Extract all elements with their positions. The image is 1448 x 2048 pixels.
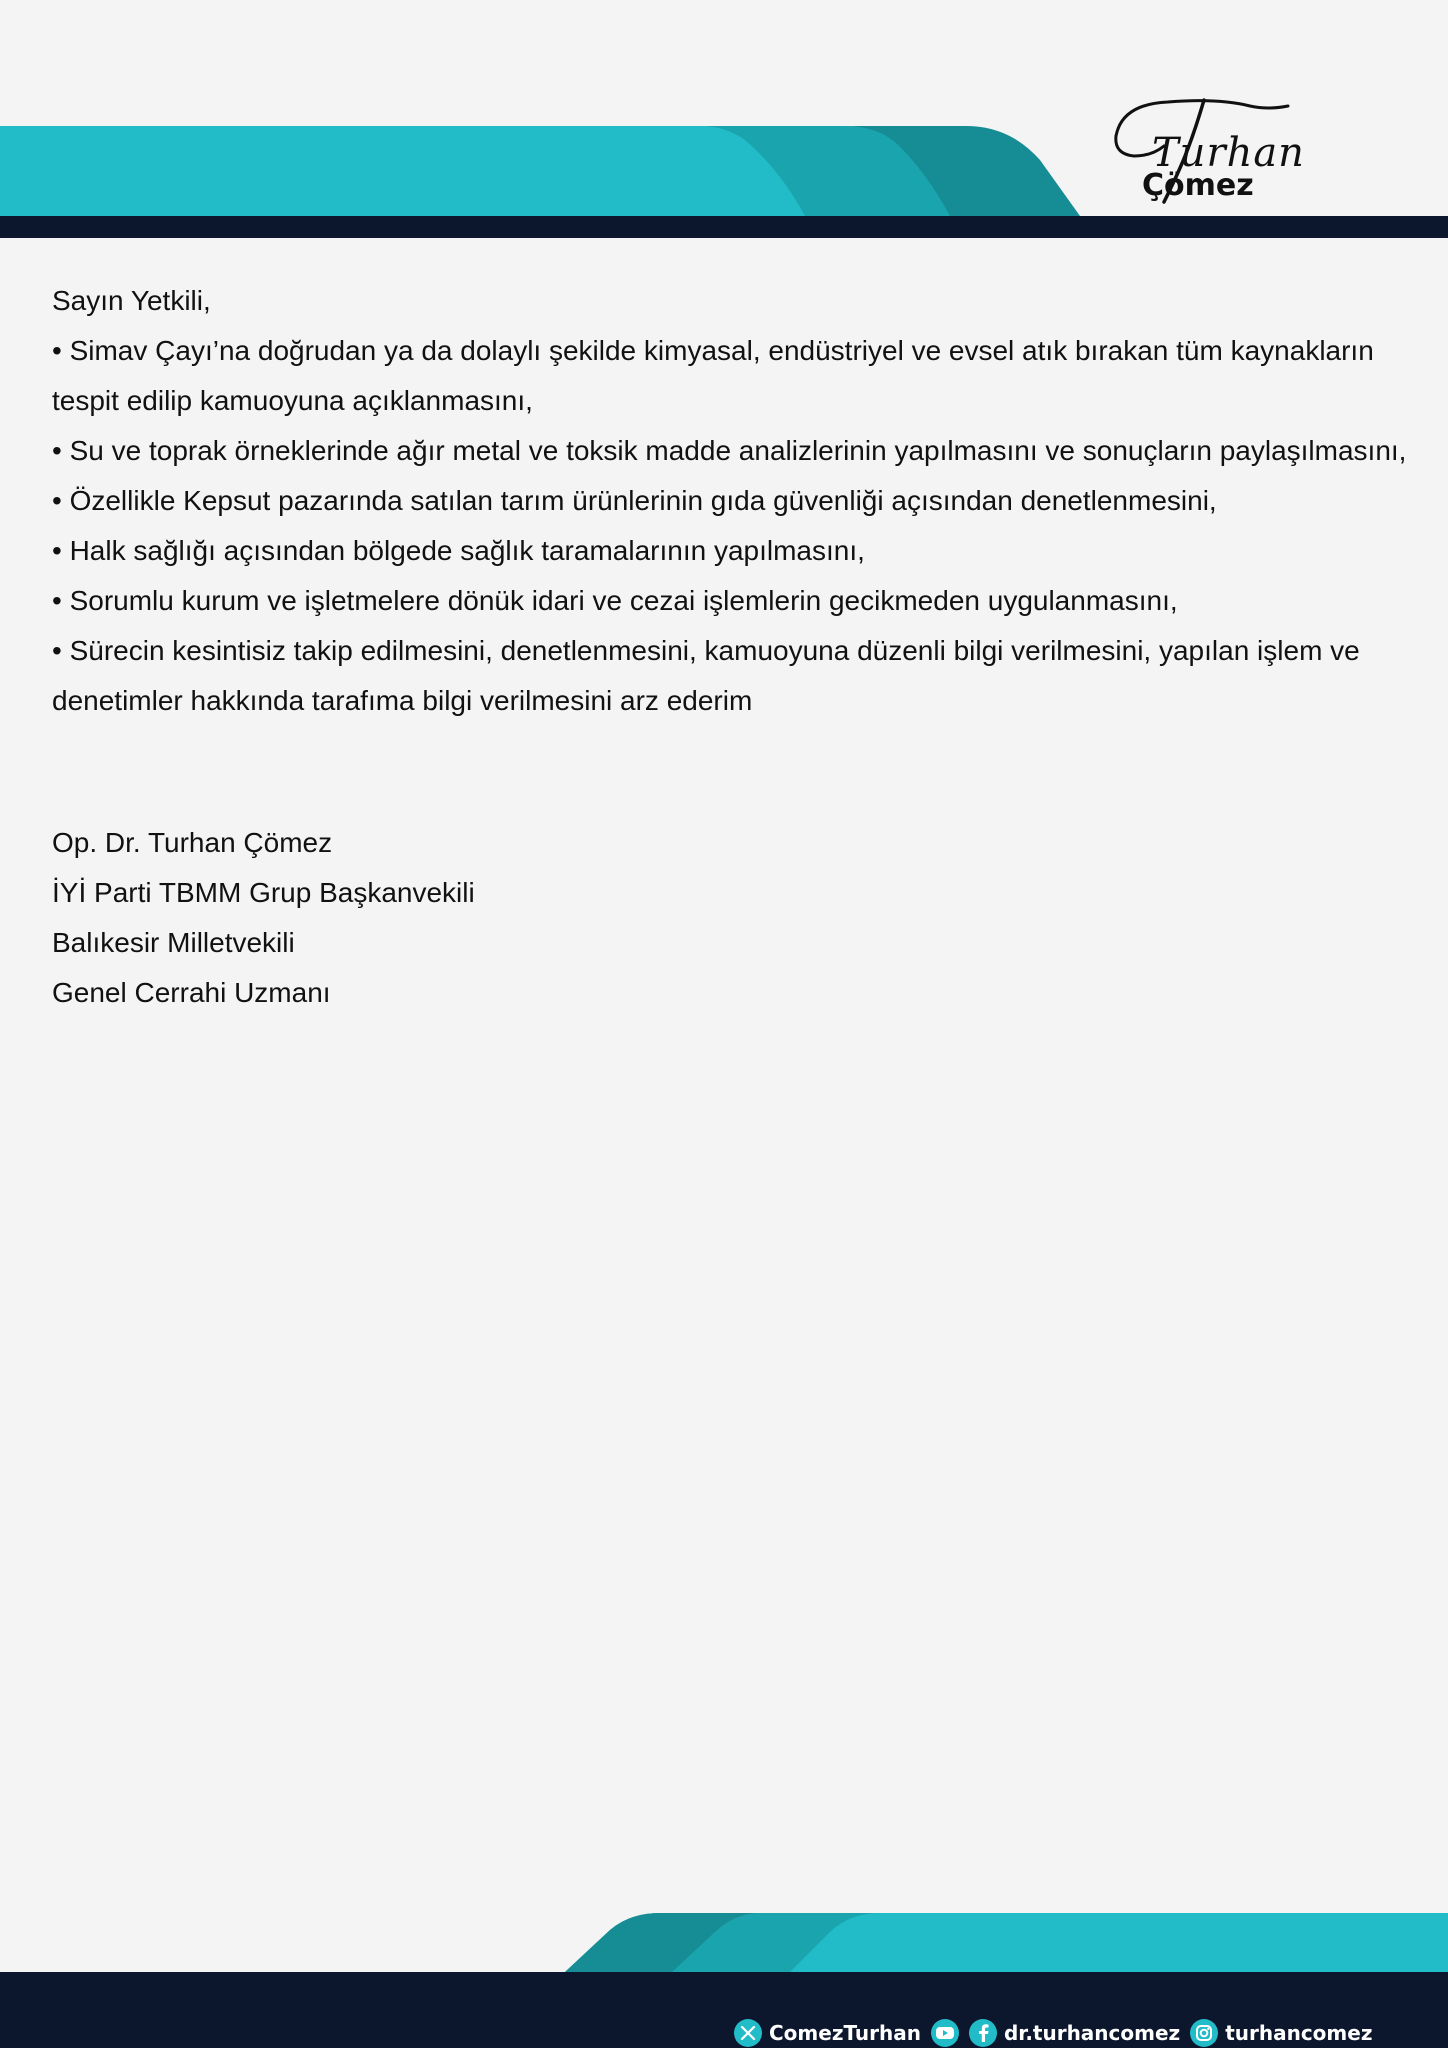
instagram-link[interactable] [1190,2019,1372,2047]
signer-title: Genel Cerrahi Uzmanı [52,977,331,1008]
letter-line: • Sürecin kesintisiz takip edilmesini, denetlenmesini, kamuoyuna düzenli bilgi verilmesini, yapılan işlem ve [52,635,1360,666]
letter-line: tespit edilip kamuoyuna açıklanmasını, [52,385,533,416]
instagram-icon [1190,2019,1218,2047]
logo-script-text: Turhan [1152,130,1305,176]
instagram-handle: turhancomez [1225,2021,1373,2045]
signature-block [52,818,475,1018]
youtube-icon[interactable] [931,2019,959,2047]
web-handle: dr.turhancomez [1003,2021,1181,2045]
social-links [734,2019,1372,2047]
letter-body [52,276,1422,726]
salutation: Sayın Yetkili, [52,285,211,316]
x-icon [734,2019,762,2047]
letter-line: • Özellikle Kepsut pazarında satılan tarım ürünlerinin gıda güvenliği açısından denetlenmesini, [52,485,1217,516]
facebook-icon [969,2019,997,2047]
x-handle: ComezTurhan [769,2021,921,2045]
letter-line: • Simav Çayı’na doğrudan ya da dolaylı şekilde kimyasal, endüstriyel ve evsel atık bırakan tüm kaynakların [52,335,1374,366]
letter-line: • Sorumlu kurum ve işletmelere dönük idari ve cezai işlemlerin gecikmeden uygulanmasını, [52,585,1178,616]
signer-title: İYİ Parti TBMM Grup Başkanvekili [52,877,475,908]
signer-name: Op. Dr. Turhan Çömez [52,827,333,858]
logo [1108,96,1305,211]
letter-line: • Su ve toprak örneklerinde ağır metal ve toksik madde analizlerinin yapılmasını ve sonuçların paylaşılmasını, [52,435,1407,466]
facebook-link[interactable] [969,2019,1180,2047]
signer-title: Balıkesir Milletvekili [52,927,295,958]
logo-name: Çömez [1142,168,1254,203]
letter-line: • Halk sağlığı açısından bölgede sağlık taramalarının yapılmasını, [52,535,865,566]
letter-line: denetimler hakkında tarafıma bilgi verilmesini arz ederim [52,685,753,716]
x-link[interactable] [734,2019,921,2047]
